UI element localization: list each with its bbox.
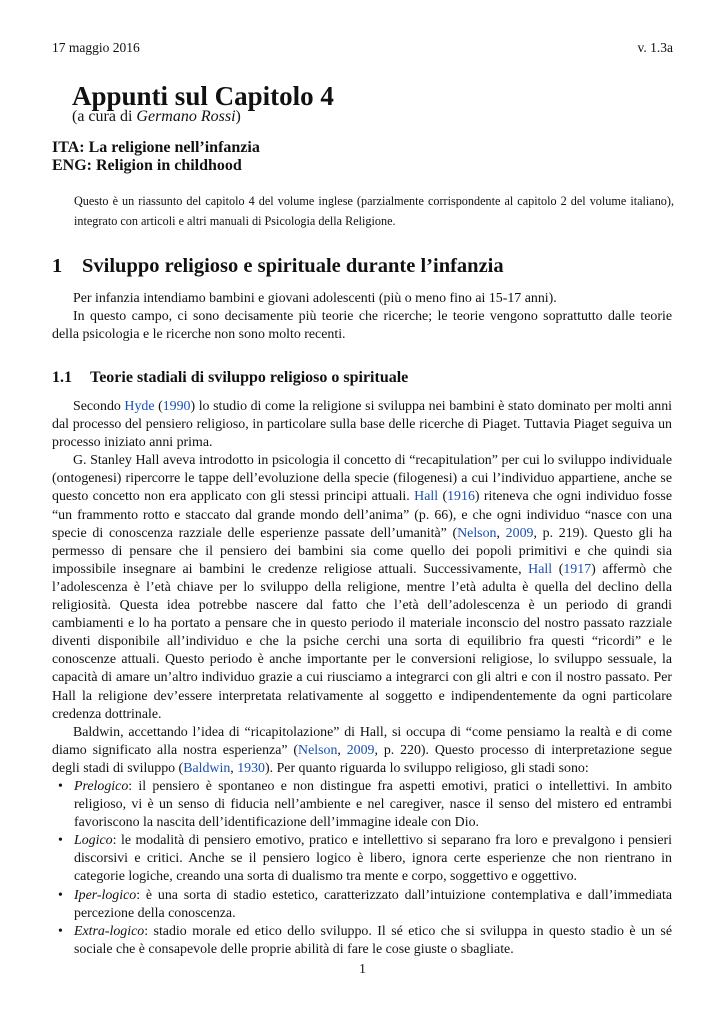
citation-link[interactable]: Nelson	[298, 742, 338, 758]
header-date: 17 maggio 2016	[52, 40, 140, 55]
bullet: •	[58, 923, 63, 939]
english-title: ENG: Religion in childhood	[52, 157, 242, 174]
citation-link[interactable]: Hall	[528, 561, 553, 577]
subsection-number: 1.1	[52, 369, 72, 386]
section-1-body	[52, 290, 672, 344]
subsection-title: Teorie stadiali di sviluppo religioso o spirituale	[90, 369, 409, 386]
section-number: 1	[52, 255, 63, 277]
page-number: 1	[359, 961, 366, 976]
document-title: Appunti sul Capitolo 4	[72, 81, 334, 111]
paragraph: Per infanzia intendiamo bambini e giovani adolescenti (più o meno fino ai 15-17 anni).	[73, 291, 557, 306]
subsection-1-1-body	[52, 398, 672, 959]
document-subtitle: (a cura di Germano Rossi)	[72, 108, 241, 125]
paragraph: Secondo Hyde (1990) lo studio di come la religione si sviluppa nei bambini è stato dominato per molti anni dal processo del pensiero religioso, in particolare sulla base delle ricerche di Piaget. Tuttavia Piaget seguiva un processo iniziato anni prima.	[52, 399, 672, 451]
bullet: •	[58, 778, 63, 794]
citation-link[interactable]: Baldwin	[183, 760, 231, 776]
list-item: • Prelogico: il pensiero è spontaneo e non distingue fra aspetti emotivi, pratici o intellettivi. In ambito religioso, vi è un senso di fiducia nell’ambiente e nel caregiver, nasce il senso del mistero ed entrambi favoriscono la nascita dell’identificazione dell’immagine ideale con Dio.	[58, 778, 672, 831]
section-1-heading	[52, 255, 504, 278]
citation-link[interactable]: Nelson	[457, 525, 497, 541]
citation-link[interactable]: Hall	[414, 489, 439, 505]
header-version: v. 1.3a	[637, 40, 673, 55]
citation-link[interactable]: 2009	[346, 742, 375, 758]
citation-link[interactable]: 1990	[162, 399, 191, 414]
citation-link[interactable]: Hyde	[124, 399, 155, 414]
subsection-1-1-heading	[52, 369, 408, 387]
citation-link[interactable]: 1917	[563, 561, 592, 577]
stage-term: Logico	[74, 833, 113, 849]
list-item: • Logico: le modalità di pensiero emotivo, pratico e intellettivo si separano fra loro e prevalgono i pensieri discorsivi e critici. Anche se il pensiero logico è libero, ignora certe esperienze che non rientrano in categorie logiche, creando una sorta di dualismo tra mente e corpo, soggettivo e oggettivo.	[58, 833, 672, 885]
italian-title: ITA: La religione nell’infanzia	[52, 139, 260, 156]
stage-term: Iper-logico	[74, 887, 137, 903]
paragraph: G. Stanley Hall aveva introdotto in psicologia il concetto di “recapitulation” per cui lo sviluppo individuale (ontogenesi) ripercorre le tappe dell’evoluzione della specie (filogenesi) a cui l’individuo appartiene, anche se questo concetto non era applicato con gli stessi principi attuali. Hall (1916) riteneva che ogni individuo fosse “un frammento rotto e staccato dal grande mondo dell’anima” (p. 66), e che ogni individuo “nasce con una specie di conoscenza razziale delle esperienze passate dell’umanità” (Nelson, 2009, p. 219). Questo gli ha permesso di pensare che il pensiero dei bambini sia come quello dei popoli primitivi e che quindi sia impossibile insegnare ai bambini le credenze religiose attuali. Successivamente, Hall (1917) affermò che l’adolescenza è l’età chiave per lo sviluppo della religione, mentre l’età adulta è quella del declino della religiosità. Questa idea potrebbe nascere dal fatto che l’età dell’adolescenza è un periodo di grandi cambiamenti e lo ha portato a pensare che in questo periodo il materiale inconscio del nostro passato razziale diventi disponibile all’individuo e che la psiche cerchi una sorta di equilibrio fra questi “ricordi” e le conoscenze attuali. Questo periodo è anche importante per le conversioni religiose, lo sviluppo sessuale, la capacità di amare un’altro individuo grazie a cui riusciamo a integrarci con gli altri e con il nostro passato. Per Hall la religione dev’essere interpretata relativamente al soggetto e indipendentemente da ogni particolare credenza dottrinale.	[52, 453, 672, 722]
citation-link[interactable]: 1930	[237, 760, 265, 776]
paragraph: In questo campo, ci sono decisamente più teorie che ricerche; le teorie vengono soprattutto dalle teorie della psicologia e le ricerche non sono molto recenti.	[52, 309, 672, 343]
section-title: Sviluppo religioso e spirituale durante l’infanzia	[82, 255, 504, 277]
abstract: Questo è un riassunto del capitolo 4 del volume inglese (parzialmente corrispondente al capitolo 2 del volume italiano), integrato con articoli e altri manuali di Psicologia della Religione.	[74, 194, 674, 228]
stages-list	[52, 778, 672, 959]
citation-link[interactable]: 2009	[505, 525, 534, 541]
bullet: •	[58, 887, 63, 903]
stage-term: Prelogico	[74, 778, 129, 794]
bullet: •	[58, 833, 63, 849]
list-item: • Extra-logico: stadio morale ed etico dello sviluppo. Il sé etico che si sviluppa in questo stadio è un sé sociale che è consapevole delle proprie abilità di fare le cose giuste o sbagliate.	[58, 923, 672, 957]
list-item: • Iper-logico: è una sorta di stadio estetico, caratterizzato dall’intuizione contemplativa e dall’immediata percezione della conoscenza.	[58, 887, 672, 921]
running-header	[52, 40, 673, 56]
author-name: Germano Rossi	[136, 108, 236, 125]
stage-term: Extra-logico	[74, 923, 145, 939]
citation-link[interactable]: 1916	[447, 489, 475, 505]
paragraph: Baldwin, accettando l’idea di “ricapitolazione” di Hall, si occupa di “come pensiamo la realtà e di come diamo significato alla nostra esperienza” (Nelson, 2009, p. 220). Questo processo di interpretazione segue degli stadi di sviluppo (Baldwin, 1930). Per quanto riguarda lo sviluppo religioso, gli stadi sono:	[52, 724, 672, 776]
